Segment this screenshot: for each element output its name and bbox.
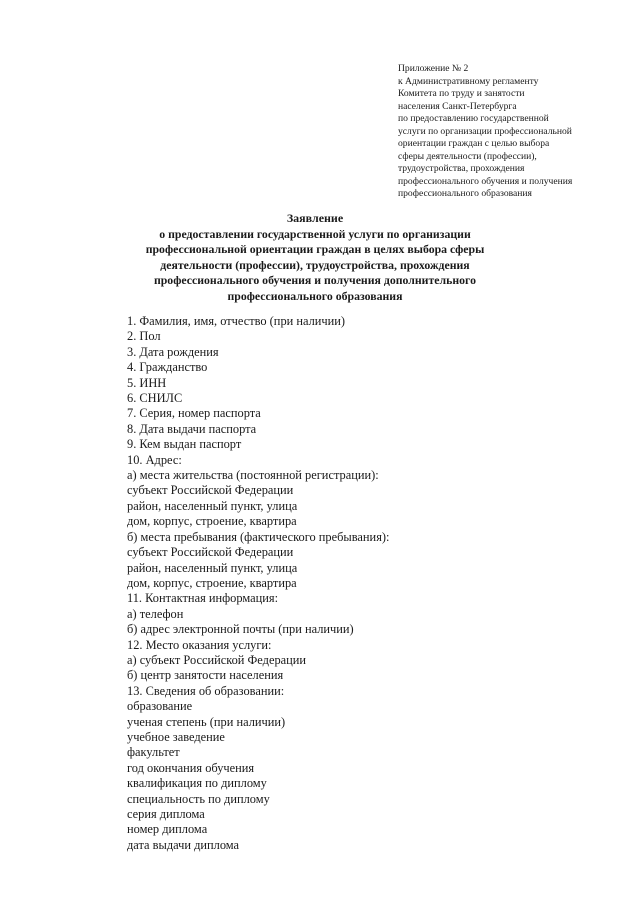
field-specialty: специальность по диплому <box>127 791 270 806</box>
appendix-line: услуги по организации профессиональной <box>398 125 572 137</box>
field-inn: 5. ИНН <box>127 375 167 390</box>
appendix-line: к Административному регламенту <box>398 75 539 87</box>
appendix-line: ориентации граждан с целью выбора <box>398 138 550 149</box>
field-stay-region: субъект Российской Федерации <box>127 545 294 560</box>
field-stay-house: дом, корпус, строение, квартира <box>127 575 297 590</box>
appendix-line: населения Санкт-Петербурга <box>398 100 517 112</box>
field-snils: 6. СНИЛС <box>127 391 183 406</box>
appendix-note <box>398 63 618 201</box>
field-service-place: 12. Место оказания услуги: <box>127 637 272 652</box>
field-qualification: квалификация по диплому <box>127 776 267 791</box>
field-residence-region: субъект Российской Федерации <box>127 483 294 498</box>
title-line: деятельности (профессии), трудоустройства, прохождения <box>160 257 470 272</box>
title-line: профессиональной ориентации граждан в целях выбора сферы <box>145 242 485 256</box>
appendix-line: трудоустройства, прохождения <box>398 163 525 174</box>
field-passport-issuer: 9. Кем выдан паспорт <box>127 437 242 452</box>
field-graduation-year: год окончания обучения <box>127 760 255 775</box>
title-line: о предоставлении государственной услуги по организации <box>159 226 471 241</box>
document-title <box>110 211 520 304</box>
field-sex: 2. Пол <box>127 329 161 344</box>
appendix-line: Приложение № 2 <box>398 63 469 74</box>
field-phone: а) телефон <box>127 606 184 621</box>
appendix-line: профессионального образования <box>398 188 532 199</box>
field-institution: учебное заведение <box>127 729 225 744</box>
field-contact-info: 11. Контактная информация: <box>127 591 279 606</box>
appendix-line: профессионального обучения и получения <box>398 175 573 187</box>
title-line: профессионального образования <box>227 288 403 303</box>
field-diploma-issue-date: дата выдачи диплома <box>127 837 240 852</box>
title-heading: Заявление <box>286 211 344 225</box>
field-passport-issue-date: 8. Дата выдачи паспорта <box>127 421 257 436</box>
field-diploma-series: серия диплома <box>127 807 205 821</box>
appendix-line: сферы деятельности (профессии), <box>398 150 537 162</box>
form-field-list <box>127 314 587 853</box>
field-stay-locality: район, населенный пункт, улица <box>127 560 298 575</box>
field-employment-center: б) центр занятости населения <box>127 668 284 683</box>
appendix-line: Комитета по труду и занятости <box>398 88 525 99</box>
field-academic-degree: ученая степень (при наличии) <box>127 714 286 729</box>
field-full-name: 1. Фамилия, имя, отчество (при наличии) <box>127 314 346 328</box>
field-address: 10. Адрес: <box>127 452 182 467</box>
field-education-info: 13. Сведения об образовании: <box>127 683 285 698</box>
field-residence-address: а) места жительства (постоянной регистрации): <box>127 468 379 483</box>
field-residence-locality: район, населенный пункт, улица <box>127 498 298 513</box>
field-service-region: а) субъект Российской Федерации <box>127 652 307 667</box>
field-stay-address: б) места пребывания (фактического пребывания): <box>127 529 390 544</box>
field-education: образование <box>127 699 193 714</box>
appendix-line: по предоставлению государственной <box>398 113 549 124</box>
field-faculty: факультет <box>127 745 180 760</box>
title-line: профессионального обучения и получения дополнительного <box>153 273 477 287</box>
field-birth-date: 3. Дата рождения <box>127 344 219 359</box>
field-email: б) адрес электронной почты (при наличии) <box>127 622 354 637</box>
field-diploma-number: номер диплома <box>127 822 208 837</box>
field-citizenship: 4. Гражданство <box>127 360 208 375</box>
field-residence-house: дом, корпус, строение, квартира <box>127 514 297 529</box>
field-passport-number: 7. Серия, номер паспорта <box>127 406 261 421</box>
